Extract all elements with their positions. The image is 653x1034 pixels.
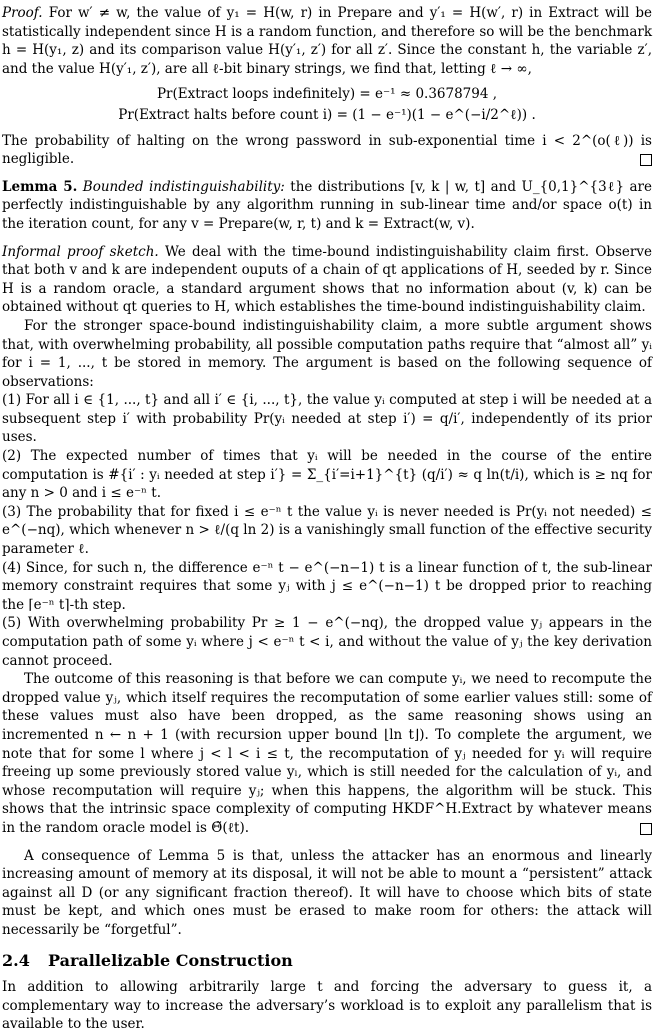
proof-paragraph (2, 4, 652, 78)
sketch-text-1: We deal with the time-bound indistinguishability claim first. Observe that both v and k are independent ouputs of a chain of qt applications of H, seeded by r. Since H is a random oracle, a standard argument shows that no information about (v, k) can be obtained without qt queries to H, which establishes the time-bound indistinguishability claim. (2, 243, 652, 316)
observation-2: (2) The expected number of times that yᵢ will be needed in the course of the entire computation is #{i′ : yᵢ needed at step i′} = Σ_{i′=i+1}^{t} (q/i′) ≈ q ln(t/i), which is ≥ nq for any n > 0 and i ≤ e⁻ⁿ t. (2, 448, 652, 502)
observation-4: (4) Since, for such n, the difference e⁻ⁿ t − e^(−n−1) t is a linear function of t, the sub-linear memory constraint requires that some yⱼ with j ≤ e^(−n−1) t be dropped prior to reaching the ⌈e⁻ⁿ t⌉-th step. (2, 559, 652, 613)
consequence-paragraph: A consequence of Lemma 5 is that, unless the attacker has an enormous and linearly increasing amount of memory at its disposal, it will not be able to mount a “persistent” attack against all D (or any significant fraction thereof). It will have to choose which bits of state must be kept, and which ones must be erased to make room for others: the attack will necessarily be “forgetful”. (2, 847, 652, 938)
equation-halts: Pr(Extract halts before count i) = (1 − e⁻¹)(1 − e^(−i/2^ℓ)) . (118, 106, 536, 123)
observation-5: (5) With overwhelming probability Pr ≥ 1 − e^(−nq), the dropped value yⱼ appears in the computation path of some yᵢ where j < e⁻ⁿ t < i, and without the value of yⱼ the key derivation cannot proceed. (2, 615, 652, 669)
equation-block (2, 85, 652, 124)
sketch-paragraph-1 (2, 243, 652, 317)
lemma-label: Lemma 5. (2, 178, 78, 195)
section-number: 2.4 (2, 950, 30, 970)
qed-square-icon (640, 154, 652, 166)
lemma-title: Bounded indistinguishability: (82, 178, 285, 195)
proof-label: Proof. (2, 5, 43, 21)
paper-page (2, 4, 652, 1034)
qed-square-icon (640, 823, 652, 835)
section-intro: In addition to allowing arbitrarily large t and forcing the adversary to guess it, a complementary way to increase the adversary’s workload is to exploit any parallelism that is available to the user. (2, 979, 652, 1033)
sketch-paragraph-2: For the stronger space-bound indistinguishability claim, a more subtle argument shows that, with overwhelming probability, all possible computation paths require that “almost all” yᵢ for i = 1, ..., t be stored in memory. The argument is based on the following sequence of observations: (2, 317, 652, 390)
lemma-paragraph (2, 178, 652, 234)
observation-1: (1) For all i ∈ {1, ..., t} and all i′ ∈ {i, ..., t}, the value yᵢ computed at step i will be needed at a subsequent step i′ with probability Pr(yᵢ needed at step i′) = q/i′, independently of its prior uses. (2, 392, 652, 446)
proof-closing (2, 132, 652, 169)
section-title: Parallelizable Construction (48, 950, 293, 970)
proof-closing-text: The probability of halting on the wrong password in sub-exponential time i < 2^(o(ℓ)) is negligible. (2, 132, 652, 168)
observation-3: (3) The probability that for fixed i ≤ e⁻ⁿ t the value yᵢ is never needed is Pr(yᵢ not needed) ≤ e^(−nq), which whenever n > ℓ/(q ln 2) is a vanishingly small function of the effective security parameter ℓ. (2, 503, 652, 558)
sketch-paragraph-3 (2, 670, 652, 837)
sketch-label: Informal proof sketch. (2, 243, 159, 260)
lemma-body: the distributions [v, k | w, t] and U_{0,1}^{3ℓ} are perfectly indistinguishable by any algorithm running in sub-linear time and/or space o(t) in the iteration count, for any v = Prepare(w, r, t) and k = Extract(w, v). (2, 178, 653, 232)
equation-loops: Pr(Extract loops indefinitely) = e⁻¹ ≈ 0.3678794 , (156, 86, 498, 103)
sketch-text-3: The outcome of this reasoning is that before we can compute yᵢ, we need to recompute the dropped value yⱼ, which itself requires the recomputation of some earlier values still: some of these values must also have been dropped, as the same reasoning shows using an incremented n ← n + 1 (with recursion upper bound ⌊ln t⌋). To complete the argument, we note that for some l where j < l < i ≤ t, the recomputation of yⱼ needed for yᵢ will require freeing up some previously stored value yₗ, which is still needed for the calculation of yᵢ, and whose recomputation will require yⱼ; when this happens, the algorithm will be stuck. This shows that the intrinsic space complexity of computing HKDF^H.Extract by whatever means in the random oracle model is Θ̃(ℓt). (2, 671, 652, 836)
proof-body: For w′ ≠ w, the value of y₁ = H(w, r) in Prepare and y′₁ = H(w′, r) in Extract will be statistically independent since H is a random function, and therefore so will be the benchmark h = H(y₁, z) and its comparison value H(y′₁, z′) for all z′. Since the constant h, the variable z′, and the value H(y′₁, z′), are all ℓ-bit binary strings, we find that, letting ℓ → ∞, (2, 5, 652, 77)
section-heading (2, 952, 652, 971)
